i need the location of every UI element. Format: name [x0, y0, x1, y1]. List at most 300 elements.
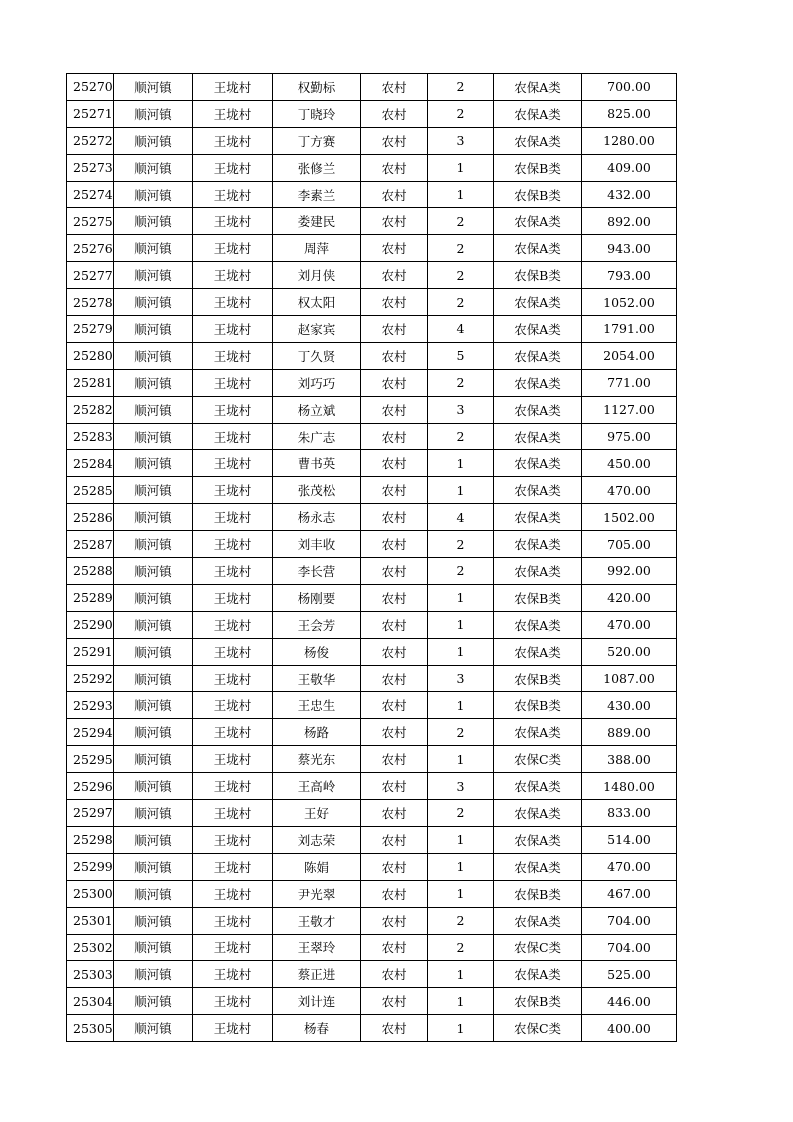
area-type-cell: 农村: [361, 907, 428, 934]
household-count-cell: 1: [428, 746, 494, 773]
area-type-cell: 农村: [361, 396, 428, 423]
household-count-cell: 1: [428, 988, 494, 1015]
household-count-cell: 5: [428, 342, 494, 369]
record-id-cell: 25282: [67, 396, 114, 423]
record-id-cell: 25277: [67, 262, 114, 289]
amount-cell: 400.00: [582, 1015, 677, 1042]
township-cell: 顺河镇: [114, 450, 193, 477]
household-count-cell: 1: [428, 638, 494, 665]
township-cell: 顺河镇: [114, 262, 193, 289]
record-id-cell: 25273: [67, 154, 114, 181]
record-id-cell: 25297: [67, 800, 114, 827]
village-cell: 王垅村: [193, 127, 273, 154]
record-id-cell: 25278: [67, 289, 114, 316]
area-type-cell: 农村: [361, 853, 428, 880]
insurance-category-cell: 农保B类: [494, 262, 582, 289]
household-count-cell: 3: [428, 127, 494, 154]
amount-cell: 470.00: [582, 611, 677, 638]
record-id-cell: 25283: [67, 423, 114, 450]
area-type-cell: 农村: [361, 369, 428, 396]
amount-cell: 992.00: [582, 558, 677, 585]
area-type-cell: 农村: [361, 423, 428, 450]
area-type-cell: 农村: [361, 988, 428, 1015]
household-count-cell: 2: [428, 558, 494, 585]
table-row: [67, 611, 677, 638]
table-row: [67, 826, 677, 853]
township-cell: 顺河镇: [114, 342, 193, 369]
amount-cell: 446.00: [582, 988, 677, 1015]
township-cell: 顺河镇: [114, 665, 193, 692]
record-id-cell: 25281: [67, 369, 114, 396]
township-cell: 顺河镇: [114, 74, 193, 101]
person-name-cell: 王敬才: [273, 907, 361, 934]
township-cell: 顺河镇: [114, 934, 193, 961]
table-row: [67, 477, 677, 504]
table-row: [67, 208, 677, 235]
township-cell: 顺河镇: [114, 584, 193, 611]
area-type-cell: 农村: [361, 880, 428, 907]
area-type-cell: 农村: [361, 826, 428, 853]
amount-cell: 943.00: [582, 235, 677, 262]
amount-cell: 409.00: [582, 154, 677, 181]
amount-cell: 520.00: [582, 638, 677, 665]
table-row: [67, 181, 677, 208]
township-cell: 顺河镇: [114, 611, 193, 638]
record-id-cell: 25289: [67, 584, 114, 611]
person-name-cell: 杨立斌: [273, 396, 361, 423]
village-cell: 王垅村: [193, 826, 273, 853]
household-count-cell: 2: [428, 235, 494, 262]
person-name-cell: 刘志荣: [273, 826, 361, 853]
area-type-cell: 农村: [361, 342, 428, 369]
household-count-cell: 1: [428, 692, 494, 719]
amount-cell: 450.00: [582, 450, 677, 477]
insurance-category-cell: 农保C类: [494, 1015, 582, 1042]
table-row: [67, 235, 677, 262]
amount-cell: 420.00: [582, 584, 677, 611]
record-id-cell: 25299: [67, 853, 114, 880]
record-id-cell: 25292: [67, 665, 114, 692]
person-name-cell: 赵家宾: [273, 316, 361, 343]
insurance-category-cell: 农保A类: [494, 558, 582, 585]
person-name-cell: 丁晓玲: [273, 100, 361, 127]
township-cell: 顺河镇: [114, 853, 193, 880]
person-name-cell: 权勤标: [273, 74, 361, 101]
village-cell: 王垅村: [193, 638, 273, 665]
amount-cell: 430.00: [582, 692, 677, 719]
table-row: [67, 558, 677, 585]
data-sheet: [66, 73, 676, 1042]
area-type-cell: 农村: [361, 934, 428, 961]
township-cell: 顺河镇: [114, 988, 193, 1015]
table-row: [67, 800, 677, 827]
person-name-cell: 王会芳: [273, 611, 361, 638]
record-id-cell: 25286: [67, 504, 114, 531]
person-name-cell: 刘月侠: [273, 262, 361, 289]
record-id-cell: 25280: [67, 342, 114, 369]
village-cell: 王垅村: [193, 719, 273, 746]
table-row: [67, 74, 677, 101]
table-row: [67, 342, 677, 369]
insurance-category-cell: 农保B类: [494, 181, 582, 208]
insurance-category-cell: 农保A类: [494, 611, 582, 638]
person-name-cell: 王敬华: [273, 665, 361, 692]
person-name-cell: 杨路: [273, 719, 361, 746]
amount-cell: 525.00: [582, 961, 677, 988]
insurance-category-cell: 农保A类: [494, 800, 582, 827]
village-cell: 王垅村: [193, 477, 273, 504]
area-type-cell: 农村: [361, 611, 428, 638]
insurance-category-cell: 农保A类: [494, 127, 582, 154]
township-cell: 顺河镇: [114, 746, 193, 773]
record-id-cell: 25275: [67, 208, 114, 235]
household-count-cell: 3: [428, 396, 494, 423]
person-name-cell: 丁久贤: [273, 342, 361, 369]
record-id-cell: 25298: [67, 826, 114, 853]
village-cell: 王垅村: [193, 154, 273, 181]
township-cell: 顺河镇: [114, 800, 193, 827]
table-row: [67, 853, 677, 880]
record-id-cell: 25288: [67, 558, 114, 585]
village-cell: 王垅村: [193, 934, 273, 961]
table-row: [67, 988, 677, 1015]
village-cell: 王垅村: [193, 181, 273, 208]
amount-cell: 833.00: [582, 800, 677, 827]
household-count-cell: 4: [428, 316, 494, 343]
insurance-category-cell: 农保A类: [494, 826, 582, 853]
area-type-cell: 农村: [361, 504, 428, 531]
record-id-cell: 25274: [67, 181, 114, 208]
area-type-cell: 农村: [361, 961, 428, 988]
amount-cell: 975.00: [582, 423, 677, 450]
amount-cell: 1791.00: [582, 316, 677, 343]
township-cell: 顺河镇: [114, 961, 193, 988]
township-cell: 顺河镇: [114, 154, 193, 181]
person-name-cell: 陈娟: [273, 853, 361, 880]
area-type-cell: 农村: [361, 477, 428, 504]
person-name-cell: 张修兰: [273, 154, 361, 181]
person-name-cell: 丁方赛: [273, 127, 361, 154]
household-count-cell: 2: [428, 934, 494, 961]
amount-cell: 470.00: [582, 477, 677, 504]
village-cell: 王垅村: [193, 800, 273, 827]
insurance-category-cell: 农保B类: [494, 154, 582, 181]
village-cell: 王垅村: [193, 853, 273, 880]
area-type-cell: 农村: [361, 235, 428, 262]
record-id-cell: 25295: [67, 746, 114, 773]
area-type-cell: 农村: [361, 74, 428, 101]
household-count-cell: 1: [428, 154, 494, 181]
insurance-category-cell: 农保A类: [494, 396, 582, 423]
area-type-cell: 农村: [361, 100, 428, 127]
insurance-category-cell: 农保A类: [494, 531, 582, 558]
amount-cell: 889.00: [582, 719, 677, 746]
record-id-cell: 25270: [67, 74, 114, 101]
village-cell: 王垅村: [193, 1015, 273, 1042]
amount-cell: 2054.00: [582, 342, 677, 369]
person-name-cell: 王翠玲: [273, 934, 361, 961]
village-cell: 王垅村: [193, 369, 273, 396]
area-type-cell: 农村: [361, 665, 428, 692]
township-cell: 顺河镇: [114, 369, 193, 396]
area-type-cell: 农村: [361, 558, 428, 585]
village-cell: 王垅村: [193, 988, 273, 1015]
person-name-cell: 曹书英: [273, 450, 361, 477]
amount-cell: 1087.00: [582, 665, 677, 692]
insurance-category-cell: 农保B类: [494, 988, 582, 1015]
insurance-category-cell: 农保A类: [494, 423, 582, 450]
person-name-cell: 杨春: [273, 1015, 361, 1042]
area-type-cell: 农村: [361, 1015, 428, 1042]
insurance-category-cell: 农保A类: [494, 100, 582, 127]
person-name-cell: 李长营: [273, 558, 361, 585]
insurance-category-cell: 农保A类: [494, 74, 582, 101]
insurance-category-cell: 农保B类: [494, 880, 582, 907]
household-count-cell: 1: [428, 611, 494, 638]
township-cell: 顺河镇: [114, 208, 193, 235]
amount-cell: 793.00: [582, 262, 677, 289]
village-cell: 王垅村: [193, 100, 273, 127]
township-cell: 顺河镇: [114, 558, 193, 585]
person-name-cell: 刘巧巧: [273, 369, 361, 396]
person-name-cell: 周萍: [273, 235, 361, 262]
household-count-cell: 2: [428, 719, 494, 746]
household-count-cell: 1: [428, 584, 494, 611]
person-name-cell: 李素兰: [273, 181, 361, 208]
household-count-cell: 4: [428, 504, 494, 531]
village-cell: 王垅村: [193, 773, 273, 800]
township-cell: 顺河镇: [114, 773, 193, 800]
village-cell: 王垅村: [193, 74, 273, 101]
table-row: [67, 154, 677, 181]
area-type-cell: 农村: [361, 316, 428, 343]
person-name-cell: 王高岭: [273, 773, 361, 800]
insurance-category-cell: 农保C类: [494, 746, 582, 773]
table-row: [67, 262, 677, 289]
table-row: [67, 880, 677, 907]
village-cell: 王垅村: [193, 504, 273, 531]
record-id-cell: 25272: [67, 127, 114, 154]
village-cell: 王垅村: [193, 423, 273, 450]
amount-cell: 704.00: [582, 934, 677, 961]
village-cell: 王垅村: [193, 611, 273, 638]
township-cell: 顺河镇: [114, 127, 193, 154]
record-id-cell: 25296: [67, 773, 114, 800]
insurance-category-cell: 农保A类: [494, 289, 582, 316]
record-id-cell: 25279: [67, 316, 114, 343]
record-id-cell: 25293: [67, 692, 114, 719]
person-name-cell: 蔡光东: [273, 746, 361, 773]
area-type-cell: 农村: [361, 450, 428, 477]
township-cell: 顺河镇: [114, 289, 193, 316]
person-name-cell: 权太阳: [273, 289, 361, 316]
insurance-category-cell: 农保A类: [494, 477, 582, 504]
household-count-cell: 1: [428, 477, 494, 504]
township-cell: 顺河镇: [114, 531, 193, 558]
insurance-category-cell: 农保C类: [494, 934, 582, 961]
person-name-cell: 蔡正进: [273, 961, 361, 988]
village-cell: 王垅村: [193, 665, 273, 692]
household-count-cell: 1: [428, 853, 494, 880]
township-cell: 顺河镇: [114, 719, 193, 746]
township-cell: 顺河镇: [114, 100, 193, 127]
person-name-cell: 刘计连: [273, 988, 361, 1015]
table-row: [67, 961, 677, 988]
record-id-cell: 25303: [67, 961, 114, 988]
household-count-cell: 2: [428, 208, 494, 235]
table-row: [67, 100, 677, 127]
area-type-cell: 农村: [361, 262, 428, 289]
person-name-cell: 刘丰收: [273, 531, 361, 558]
area-type-cell: 农村: [361, 154, 428, 181]
household-count-cell: 1: [428, 961, 494, 988]
village-cell: 王垅村: [193, 316, 273, 343]
amount-cell: 470.00: [582, 853, 677, 880]
table-row: [67, 396, 677, 423]
area-type-cell: 农村: [361, 584, 428, 611]
village-cell: 王垅村: [193, 584, 273, 611]
area-type-cell: 农村: [361, 692, 428, 719]
village-cell: 王垅村: [193, 396, 273, 423]
table-row: [67, 665, 677, 692]
village-cell: 王垅村: [193, 235, 273, 262]
table-row: [67, 127, 677, 154]
village-cell: 王垅村: [193, 342, 273, 369]
table-row: [67, 692, 677, 719]
table-row: [67, 719, 677, 746]
table-row: [67, 638, 677, 665]
household-count-cell: 2: [428, 369, 494, 396]
person-name-cell: 杨俊: [273, 638, 361, 665]
insurance-category-cell: 农保B类: [494, 665, 582, 692]
area-type-cell: 农村: [361, 638, 428, 665]
village-cell: 王垅村: [193, 208, 273, 235]
amount-cell: 892.00: [582, 208, 677, 235]
insurance-category-cell: 农保B类: [494, 692, 582, 719]
insurance-category-cell: 农保A类: [494, 504, 582, 531]
record-id-cell: 25302: [67, 934, 114, 961]
table-row: [67, 1015, 677, 1042]
township-cell: 顺河镇: [114, 1015, 193, 1042]
household-count-cell: 3: [428, 773, 494, 800]
person-name-cell: 娄建民: [273, 208, 361, 235]
township-cell: 顺河镇: [114, 880, 193, 907]
record-id-cell: 25300: [67, 880, 114, 907]
household-count-cell: 2: [428, 531, 494, 558]
insurance-category-cell: 农保A类: [494, 450, 582, 477]
area-type-cell: 农村: [361, 531, 428, 558]
household-count-cell: 2: [428, 800, 494, 827]
person-name-cell: 尹光翠: [273, 880, 361, 907]
amount-cell: 467.00: [582, 880, 677, 907]
household-count-cell: 1: [428, 826, 494, 853]
household-count-cell: 2: [428, 74, 494, 101]
village-cell: 王垅村: [193, 907, 273, 934]
village-cell: 王垅村: [193, 289, 273, 316]
amount-cell: 514.00: [582, 826, 677, 853]
record-id-cell: 25294: [67, 719, 114, 746]
household-count-cell: 1: [428, 181, 494, 208]
village-cell: 王垅村: [193, 262, 273, 289]
person-name-cell: 杨刚要: [273, 584, 361, 611]
table-row: [67, 773, 677, 800]
record-id-cell: 25287: [67, 531, 114, 558]
table-row: [67, 584, 677, 611]
area-type-cell: 农村: [361, 127, 428, 154]
area-type-cell: 农村: [361, 208, 428, 235]
insurance-category-cell: 农保A类: [494, 907, 582, 934]
area-type-cell: 农村: [361, 773, 428, 800]
record-id-cell: 25301: [67, 907, 114, 934]
insurance-category-cell: 农保A类: [494, 316, 582, 343]
insurance-category-cell: 农保A类: [494, 961, 582, 988]
township-cell: 顺河镇: [114, 826, 193, 853]
insurance-category-cell: 农保A类: [494, 638, 582, 665]
amount-cell: 705.00: [582, 531, 677, 558]
insurance-category-cell: 农保A类: [494, 853, 582, 880]
village-cell: 王垅村: [193, 692, 273, 719]
area-type-cell: 农村: [361, 181, 428, 208]
insurance-category-cell: 农保A类: [494, 208, 582, 235]
area-type-cell: 农村: [361, 746, 428, 773]
person-name-cell: 王忠生: [273, 692, 361, 719]
township-cell: 顺河镇: [114, 423, 193, 450]
household-count-cell: 3: [428, 665, 494, 692]
table-row: [67, 423, 677, 450]
village-cell: 王垅村: [193, 746, 273, 773]
table-row: [67, 369, 677, 396]
township-cell: 顺河镇: [114, 181, 193, 208]
township-cell: 顺河镇: [114, 477, 193, 504]
table-row: [67, 531, 677, 558]
area-type-cell: 农村: [361, 719, 428, 746]
insurance-category-cell: 农保A类: [494, 342, 582, 369]
township-cell: 顺河镇: [114, 316, 193, 343]
household-count-cell: 1: [428, 880, 494, 907]
record-id-cell: 25284: [67, 450, 114, 477]
household-count-cell: 2: [428, 289, 494, 316]
table-row: [67, 746, 677, 773]
records-table: [66, 73, 677, 1042]
insurance-category-cell: 农保A类: [494, 369, 582, 396]
amount-cell: 388.00: [582, 746, 677, 773]
amount-cell: 704.00: [582, 907, 677, 934]
household-count-cell: 2: [428, 262, 494, 289]
record-id-cell: 25304: [67, 988, 114, 1015]
record-id-cell: 25271: [67, 100, 114, 127]
table-row: [67, 504, 677, 531]
village-cell: 王垅村: [193, 531, 273, 558]
amount-cell: 825.00: [582, 100, 677, 127]
table-row: [67, 934, 677, 961]
area-type-cell: 农村: [361, 289, 428, 316]
table-row: [67, 289, 677, 316]
village-cell: 王垅村: [193, 961, 273, 988]
household-count-cell: 2: [428, 423, 494, 450]
household-count-cell: 2: [428, 907, 494, 934]
record-id-cell: 25305: [67, 1015, 114, 1042]
table-body: [67, 74, 677, 1042]
record-id-cell: 25276: [67, 235, 114, 262]
village-cell: 王垅村: [193, 558, 273, 585]
household-count-cell: 1: [428, 450, 494, 477]
area-type-cell: 农村: [361, 800, 428, 827]
amount-cell: 1480.00: [582, 773, 677, 800]
person-name-cell: 王好: [273, 800, 361, 827]
person-name-cell: 杨永志: [273, 504, 361, 531]
township-cell: 顺河镇: [114, 235, 193, 262]
person-name-cell: 朱广志: [273, 423, 361, 450]
